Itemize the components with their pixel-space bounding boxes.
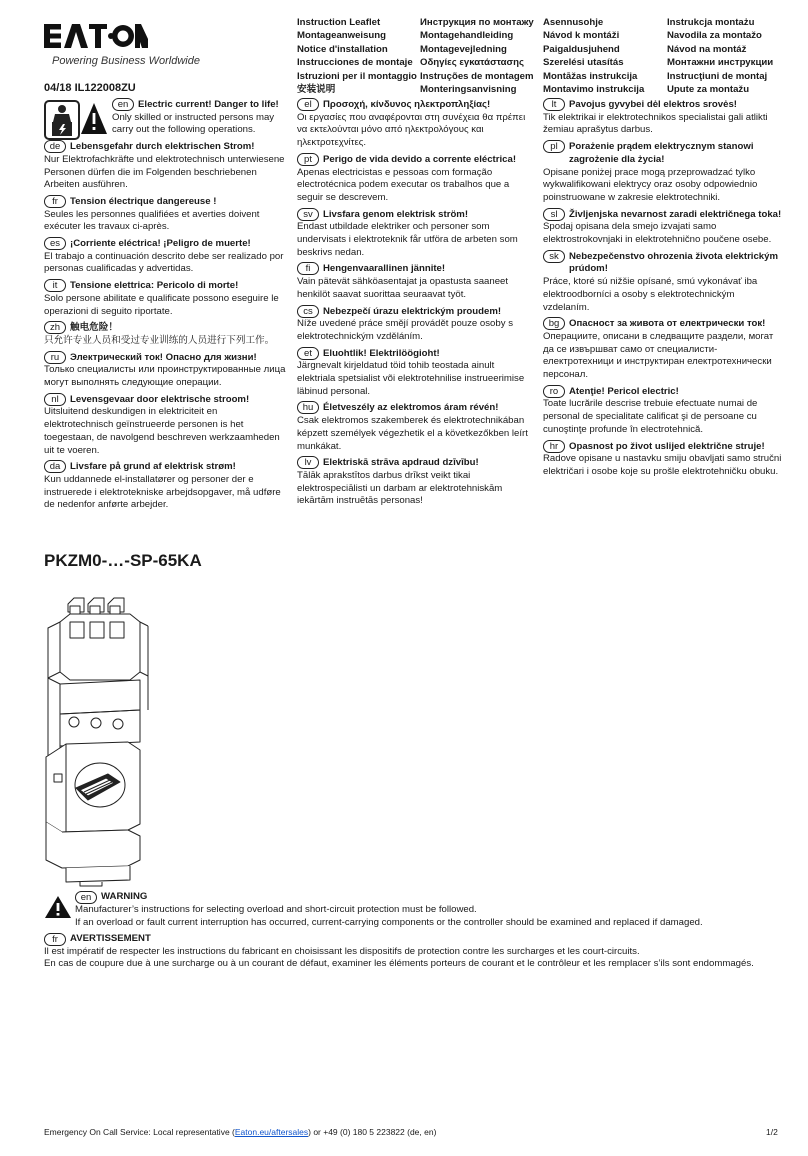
warning-title: Levensgevaar door elektrische stroom!: [70, 393, 250, 405]
title-item: Монтажни инструкции: [667, 57, 774, 69]
warning-line: If an overload or fault current interruption has occurred, current-carrying components or the controller should be examined and replaced if damaged.: [75, 916, 703, 928]
language-badge: lv: [297, 456, 319, 469]
language-badge: hr: [543, 440, 565, 453]
warning-section: [297, 153, 535, 205]
document-id: 04/18 IL122008ZU: [44, 82, 136, 94]
footer-service-info: [44, 1127, 436, 1137]
title-item: Montagehandleiding: [420, 30, 514, 42]
warning-section: [543, 98, 783, 137]
language-badge: el: [297, 98, 319, 111]
language-badge: sl: [543, 208, 565, 221]
title-item: Οδηγίες εγκατάστασης: [420, 57, 524, 69]
warning-title: Hengenvaarallinen jännite!: [323, 263, 446, 275]
language-badge: es: [44, 237, 66, 250]
warning-title: Opasnost po život uslijed električne struje!: [569, 440, 765, 452]
warning-title: Nebezpečenstvo ohrozenia života elektrickým prúdom!: [569, 250, 779, 275]
warning-body: El trabajo a continuación descrito debe ser realizado por personas cualificadas y advertidas.: [44, 250, 284, 275]
title-item: Montāžas instrukcija: [543, 70, 638, 82]
warning-column-2: [297, 98, 535, 511]
warning-column-1: [44, 98, 287, 515]
model-number: PKZM0-…-SP-65KA: [44, 551, 202, 570]
warning-line: Il est impératif de respecter les instructions du fabricant en choisissant les dispositifs de protection contre les surcharges et les court-circuits.: [44, 945, 640, 957]
language-badge: hu: [297, 401, 319, 414]
warning-title: Eluohtlik! Elektrilöögioht!: [323, 347, 440, 359]
warning-section: [44, 237, 287, 276]
warning-section: [543, 250, 783, 315]
title-item: Notice d'installation: [297, 43, 388, 55]
title-item: Monteringsanvisning: [420, 83, 517, 95]
warning-body: Οι εργασίες που αναφέρονται στη συνέχεια θα πρέπει να εκτελούνται μόνο από ηλεκτρολόγους και ηλεκτροτεχνίτες.: [297, 111, 526, 149]
aftersales-link[interactable]: Eaton.eu/aftersales: [234, 1127, 309, 1137]
warning-section: [543, 317, 783, 382]
warning-body: Tālāk aprakstītos darbus drīkst veikt tikai elektrospeciālisti un darbam ar elektrotehniskām iekārtām instruētās personas!: [297, 469, 503, 507]
title-column-1: [297, 16, 417, 96]
warning-title: Pavojus gyvybei dėl elektros srovės!: [569, 99, 737, 110]
warning-body: Операциите, описани в следващите раздели, могат да се извършват само от специалисти-електротехници и инструктиран електротехнически персонал.: [543, 330, 774, 381]
title-column-3: [543, 16, 644, 96]
language-badge: nl: [44, 393, 66, 406]
qualified-person-icon: [44, 100, 108, 140]
warning-body: Nur Elektrofachkräfte und elektrotechnisch unterwiesene Personen dürfen die im Folgenden beschriebenen Arbeiten ausführen.: [44, 153, 285, 191]
warning-title: Προσοχή, κίνδυνος ηλεκτροπληξίας!: [323, 99, 491, 110]
warning-body: Endast utbildade elektriker och personer som undervisats i elektroteknik får utföra de arbeten som beskrivs nedan.: [297, 221, 518, 258]
language-badge: lt: [543, 98, 565, 111]
warning-section: [44, 279, 287, 318]
language-badge: da: [44, 460, 66, 473]
title-item: Asennusohje: [543, 17, 604, 28]
language-badge: pt: [297, 153, 319, 166]
warning-body: Toate lucrările descrise trebuie efectuate numai de personal de specialitate calificat şi de persoane cu cunoştinţe profunde în electrotehnică.: [543, 398, 758, 435]
warning-section: [44, 195, 287, 234]
title-item: Paigaldusjuhend: [543, 43, 620, 55]
language-badge: fr: [44, 933, 66, 946]
title-item: Montavimo instrukcija: [543, 83, 645, 95]
warning-section: [297, 98, 535, 150]
warning-section: [44, 351, 287, 390]
warning-line: En cas de coupure due à une surcharge ou à un courant de défaut, examiner les éléments porteurs de courant et le contrôleur et les remplacer s’ils sont endommagés.: [44, 958, 754, 970]
warning-section-en: [44, 98, 287, 137]
eaton-logo: [44, 22, 194, 50]
title-item: Upute za montažu: [667, 83, 750, 95]
title-item: 安装说明: [297, 83, 336, 95]
warning-title: Lebensgefahr durch elektrischen Strom!: [70, 141, 255, 153]
warning-title: Elektriskā strāva apdraud dzīvību!: [323, 457, 479, 469]
warning-section: [297, 456, 535, 508]
language-badge: bg: [543, 317, 565, 330]
title-item: Navodila za montažo: [667, 30, 762, 42]
tagline: Powering Business Worldwide: [52, 55, 200, 67]
warning-section: [44, 321, 287, 347]
language-badge: fr: [44, 195, 66, 208]
warning-section: [297, 347, 535, 399]
language-badge: sk: [543, 250, 565, 263]
page-number: 1/2: [766, 1127, 778, 1137]
warning-title: Livsfare på grund af elektrisk strøm!: [70, 461, 236, 473]
title-item: Návod na montáž: [667, 43, 747, 55]
warning-section: [543, 140, 783, 205]
language-badge: de: [44, 140, 66, 153]
warning-body: Только специалисты или проинструктированные лица могут выполнять следующие операции.: [44, 364, 286, 389]
language-badge: ro: [543, 385, 565, 398]
warning-body: Kun uddannede el-installatører og personer der e instruerede i elektrotekniske arbejdsopgaver, må udføre de nedenfor anførte arbejder.: [44, 473, 281, 511]
warning-triangle-icon: [81, 103, 107, 134]
warning-body: Järgnevalt kirjeldatud töid tohib teostada ainult elektriala spetsialist või elektrotehnilise instrueerimise läbinud personal.: [297, 360, 525, 397]
warning-line: Manufacturer’s instructions for selecting overload and short-circuit protection must be followed.: [75, 904, 477, 915]
language-badge: zh: [44, 321, 66, 334]
warning-body: Spodaj opisana dela smejo izvajati samo elektrostrokovnjaki in elektrotehnično poučene osebe.: [543, 221, 772, 246]
warning-body: Csak elektromos szakemberek és elektrotechnikában képzett személyek végezhetik el a következőkben leírt munkákat.: [297, 415, 528, 452]
title-column-2: [420, 16, 534, 96]
title-item: Instrukcja montażu: [667, 17, 755, 28]
warning-section: [543, 208, 783, 247]
warning-triangle-icon: [44, 895, 72, 919]
warning-body: Opisane poniżej prace mogą przeprowadzać tylko wykwalifikowani elektrycy oraz osoby odpowiednio poinstruowane w zakresie elektrotechniki.: [543, 166, 758, 203]
warning-body: Radove opisane u nastavku smiju obavljati samo stručni električari i osobe koje su prošle elektrotehničku obuku.: [543, 453, 782, 477]
language-badge: fi: [297, 262, 319, 275]
warning-body: Solo persone abilitate e qualificate possono eseguire le operazioni di seguito riportate.: [44, 292, 279, 317]
warning-body: Tik elektrikai ir elektrotechnikos specialistai gali atlikti žemiau aprašytus darbus.: [543, 111, 768, 136]
title-item: Montagevejledning: [420, 43, 507, 55]
warning-section: [44, 460, 287, 512]
warning-body: 只允许专业人员和受过专业训练的人员进行下列工作。: [44, 334, 275, 346]
title-item: Szerelési utasítás: [543, 57, 624, 69]
warning-title: Perigo de vida devido a corrente eléctrica!: [323, 153, 517, 165]
warning-title: Электрический ток! Опасно для жизни!: [70, 351, 257, 363]
title-item: Instrucţiuni de montaj: [667, 70, 768, 82]
title-column-4: [667, 16, 773, 96]
title-item: Instruction Leaflet: [297, 17, 381, 28]
warning-section: [44, 140, 287, 192]
title-item: Montageanweisung: [297, 30, 387, 42]
warning-body: Vain pätevät sähköasentajat ja opastusta saaneet henkilöt saavat suorittaa seuraavat työt.: [297, 276, 509, 300]
warning-title: Опасност за живота от електрически ток!: [569, 318, 766, 330]
warning-body: Only skilled or instructed persons may carry out the following operations.: [112, 111, 275, 136]
bottom-warning: [44, 891, 784, 971]
warning-section: [297, 305, 535, 344]
warning-body: Apenas electricistas e pessoas com formação electrotécnica podem executar os trabalhos que a seguir se descrevem.: [297, 166, 510, 203]
footer-prefix: Emergency On Call Service: Local representative (: [44, 1127, 235, 1137]
title-item: Instruções de montagem: [420, 70, 534, 82]
warning-title: Življenjska nevarnost zaradi električnega toka!: [569, 208, 782, 220]
warning-title: Livsfara genom elektrisk ström!: [323, 208, 469, 220]
warning-title: 触电危险！: [70, 322, 118, 334]
title-item: Инструкция по монтажу: [420, 17, 534, 28]
warning-section: [543, 385, 783, 437]
warning-section: [44, 393, 287, 458]
warning-section: [297, 262, 535, 301]
warning-title: Életveszély az elektromos áram révén!: [323, 402, 499, 414]
language-badge: it: [44, 279, 66, 292]
language-badge: et: [297, 347, 319, 360]
warning-title: Porażenie prądem elektrycznym stanowi zagrożenie dla życia!: [569, 141, 754, 165]
device-illustration: [40, 592, 165, 887]
warning-column-3: [543, 98, 783, 482]
warning-section: [297, 208, 535, 260]
language-badge: pl: [543, 140, 565, 153]
language-badge: cs: [297, 305, 319, 318]
footer-suffix: ) or +49 (0) 180 5 223822 (de, en): [308, 1127, 437, 1137]
warning-title: AVERTISSEMENT: [70, 932, 151, 944]
warning-title: Nebezpečí úrazu elektrickým proudem!: [323, 305, 502, 317]
title-item: Instrucciones de montaje: [297, 57, 413, 69]
warning-section: [543, 440, 783, 479]
warning-body: Uitsluitend deskundigen in elektriciteit en elektrotechnisch geïnstrueerde personen is het toegestaan, de navolgend beschreven werkzaamheden uit te voeren.: [44, 406, 280, 456]
warning-body: Práce, ktoré sú nižšie opísané, smú vykonávať iba elektroodborníci a osoby s elektrotechnickým vzdelaním.: [543, 276, 758, 313]
warning-title: WARNING: [101, 891, 148, 903]
language-badge: ru: [44, 351, 66, 364]
language-badge: en: [112, 98, 134, 111]
warning-body: Níže uvedené práce smějí provádět pouze osoby s elektrotechnickým vzděláním.: [297, 318, 513, 342]
warning-title: Tension électrique dangereuse !: [70, 195, 217, 207]
warning-title: ¡Corriente eléctrica! ¡Peligro de muerte!: [70, 238, 251, 250]
language-badge: sv: [297, 208, 319, 221]
title-item: Istruzioni per il montaggio: [297, 70, 417, 82]
warning-section: [297, 401, 535, 453]
warning-title: Tensione elettrica: Pericolo di morte!: [70, 280, 239, 292]
warning-title: Atenţie! Pericol electric!: [569, 385, 679, 397]
warning-body: Seules les personnes qualifiées et averties doivent exécuter les travaux ci-après.: [44, 208, 260, 233]
title-item: Návod k montáži: [543, 30, 620, 42]
language-badge: en: [75, 891, 97, 904]
eaton-logo-mark: [44, 22, 148, 50]
warning-title: Electric current! Danger to life!: [138, 99, 279, 110]
